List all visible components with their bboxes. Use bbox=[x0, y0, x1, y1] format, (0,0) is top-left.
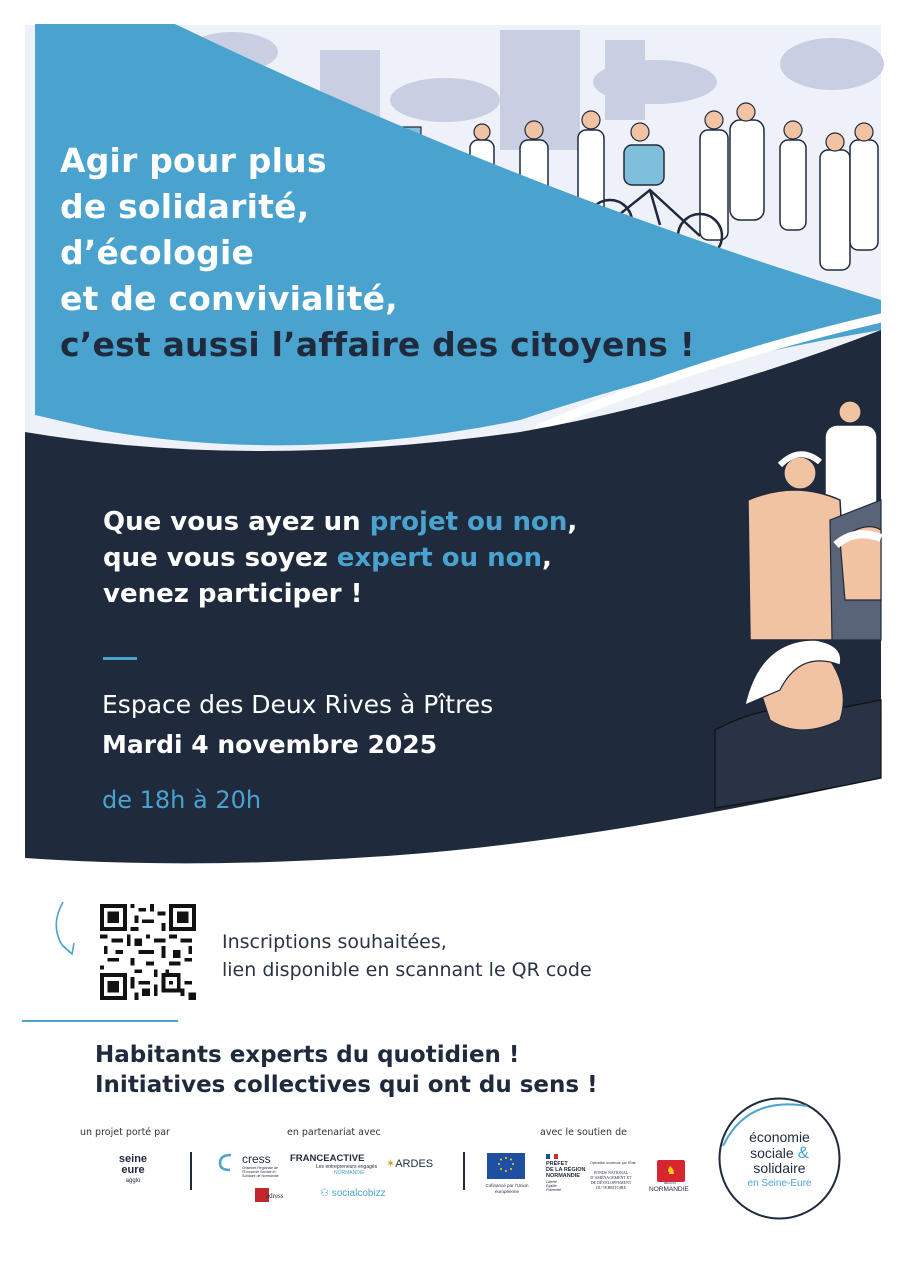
invitation-text bbox=[103, 504, 577, 612]
footer-separator bbox=[463, 1152, 465, 1190]
logo-text: PRÉFET bbox=[546, 1161, 568, 1167]
ardes-logo bbox=[386, 1157, 433, 1170]
fnadt-header: Opération soutenue par l’État bbox=[590, 1161, 636, 1165]
accent-dash bbox=[103, 657, 137, 660]
registration-line: Inscriptions souhaitées, bbox=[222, 931, 447, 953]
logo-text: Liberté bbox=[546, 1180, 557, 1184]
ess-text: économie bbox=[749, 1129, 810, 1145]
normandie-logo: NORMANDIE bbox=[649, 1186, 689, 1193]
invitation-line: venez participer ! bbox=[103, 579, 363, 609]
logo-text: seine bbox=[118, 1153, 148, 1165]
france-active-region: NORMANDIE bbox=[334, 1170, 365, 1176]
ess-text: en Seine-Eure bbox=[747, 1178, 812, 1189]
normandie-lions-icon bbox=[657, 1160, 685, 1182]
headline bbox=[60, 138, 695, 368]
ess-text: solidaire bbox=[753, 1160, 806, 1176]
tagline bbox=[95, 1040, 598, 1100]
ess-badge-text bbox=[717, 1130, 842, 1191]
invitation-line: que vous soyez expert ou non, bbox=[103, 543, 552, 573]
logo-text: ARDES bbox=[395, 1158, 434, 1170]
registration-text bbox=[222, 928, 592, 984]
arrow-head-icon bbox=[63, 943, 74, 954]
region-small: RÉGION bbox=[664, 1181, 676, 1185]
france-active-logo: FRANCEACTIVE bbox=[290, 1153, 365, 1164]
event-date: Mardi 4 novembre 2025 bbox=[102, 730, 438, 759]
tagline-line: Initiatives collectives qui ont du sens ! bbox=[95, 1072, 598, 1098]
logo-text: socialcobizz bbox=[331, 1188, 386, 1199]
lion-icon: ♞ bbox=[666, 1164, 676, 1177]
logo-text: Égalité bbox=[546, 1184, 557, 1188]
headline-line: de solidarité, bbox=[60, 187, 310, 226]
invitation-line: Que vous ayez un projet ou non, bbox=[103, 507, 578, 537]
france-active-subtitle: Les entrepreneurs engagés bbox=[316, 1164, 378, 1170]
people-icon: ⚇ bbox=[320, 1188, 329, 1199]
headline-line-emphasis: c’est aussi l’affaire des citoyens ! bbox=[60, 325, 696, 364]
section-divider bbox=[22, 1020, 178, 1022]
ess-text: sociale & bbox=[750, 1143, 809, 1162]
socialcobizz-logo bbox=[320, 1188, 386, 1199]
event-venue: Espace des Deux Rives à Pîtres bbox=[102, 690, 494, 719]
logo-text: NORMANDIE bbox=[546, 1173, 580, 1179]
marianne-icon bbox=[546, 1154, 558, 1159]
headline-line: d’écologie bbox=[60, 233, 255, 272]
eu-stars-icon bbox=[487, 1153, 525, 1179]
adress-logo: adress bbox=[266, 1192, 284, 1200]
logo-text: Chambre Régionale de l’Économie Sociale et Solidaire de Normandie bbox=[242, 1166, 279, 1178]
arrow-icon bbox=[56, 902, 70, 952]
tagline-line: Habitants experts du quotidien ! bbox=[95, 1042, 520, 1068]
logo-text: eure bbox=[121, 1164, 145, 1176]
logo-text: agglo bbox=[125, 1178, 141, 1184]
eu-caption: Cofinancé par l’Union européenne bbox=[485, 1183, 529, 1194]
event-hours: de 18h à 20h bbox=[102, 786, 262, 814]
logo-text: cress bbox=[242, 1152, 271, 1166]
headline-line: et de convivialité, bbox=[60, 279, 398, 318]
partenariat-label: en partenariat avec bbox=[287, 1127, 381, 1138]
logo-text: DE LA RÉGION bbox=[546, 1167, 586, 1173]
cress-icon bbox=[216, 1152, 236, 1172]
porte-label: un projet porté par bbox=[80, 1127, 170, 1138]
qr-code[interactable] bbox=[100, 904, 196, 1000]
headline-line: Agir pour plus bbox=[60, 141, 327, 180]
soutien-label: avec le soutien de bbox=[540, 1127, 627, 1138]
prefet-motto bbox=[546, 1180, 561, 1192]
fnadt-logo: FONDS NATIONAL D’AMÉNAGEMENT ET DE DÉVELOPPEMENT DU TERRITOIRE bbox=[590, 1170, 632, 1190]
prefet-logo bbox=[546, 1161, 586, 1179]
ardes-icon: ✶ bbox=[386, 1158, 396, 1170]
footer-separator bbox=[190, 1152, 192, 1190]
seine-eure-logo bbox=[110, 1154, 156, 1187]
eu-flag-icon bbox=[487, 1153, 525, 1179]
logo-text: Fraternité bbox=[546, 1188, 561, 1192]
registration-line: lien disponible en scannant le QR code bbox=[222, 959, 592, 981]
